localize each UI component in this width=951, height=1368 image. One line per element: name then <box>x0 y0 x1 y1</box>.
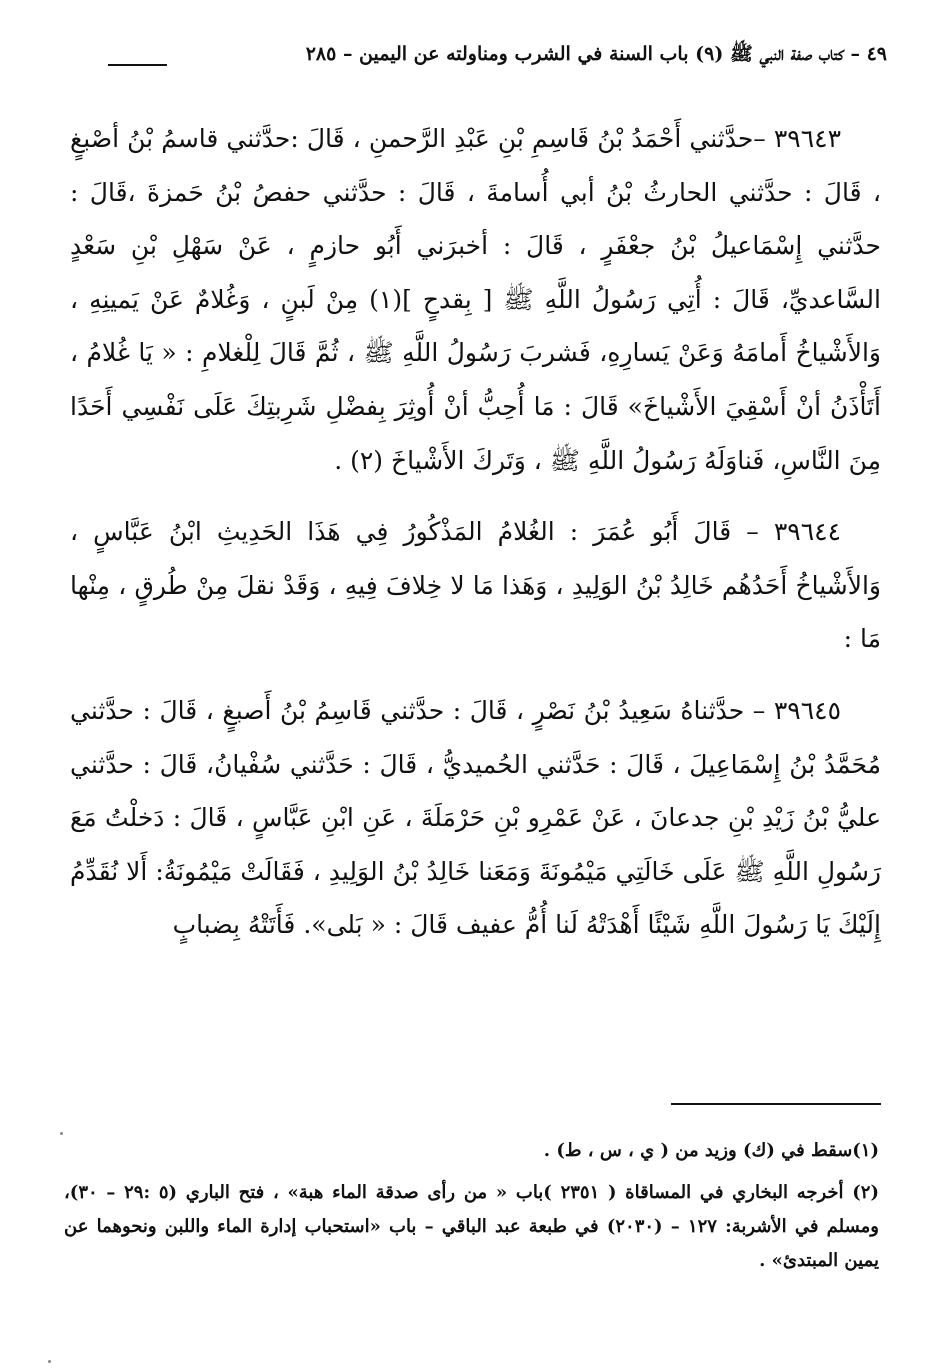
scan-speck <box>60 1132 63 1135</box>
hadith-paragraph-39645: ٣٩٦٤٥ – حدَّثناهُ سَعِيدُ بْنُ نَصْرٍ ، قَالَ : حدَّثني قَاسِمُ بْنُ أَصبغٍ ، قَالَ : حدَّثني مُحَمَّدُ بْنُ إِسْمَاعِيلَ ، قَالَ : حَدَّثني الحُميديُّ ، قَالَ : حَدَّثني سُفْيانُ، قَالَ : حدَّثني عليُّ بْنُ زَيْدِ بْنِ جدعانَ ، عَنْ عَمْرِو بْنِ حَرْمَلَةَ ، عَنِ ابْنِ عَبَّاسٍ ، قَالَ : دَخلْتُ مَعَ رَسُولِ اللَّهِ ﷺ عَلَى خَالَتِي مَيْمُونَةَ وَمَعَنا خَالِدُ بْنُ الوَلِيدِ ، فَقَالَتْ مَيْمُونَةُ: أَلا نُقَدِّمُ إِلَيْكَ يَا رَسُولَ اللَّهِ شَيْئًا أَهْدَتْهُ لَنا أُمُّ عفيف قَالَ : « بَلى». فَأَتَتْهُ بِضبابٍ <box>70 695 881 940</box>
footnotes <box>64 1134 879 1286</box>
footnote-2: (٢) أخرجه البخاري في المساقاة ( ٢٣٥١ )باب « من رأى صدقة الماء هبة» ، فتح الباري (٥ :٢٩ – ٣٠)، ومسلم في الأشربة: ١٢٧ – (٢٠٣٠) في طبعة عبد الباقي – باب «استحباب إدارة الماء واللبن ونحوهما عن يمين المبتدئ» . <box>64 1182 879 1271</box>
hadith-paragraph-39643: ٣٩٦٤٣ –حدَّثني أَحْمَدُ بْنُ قَاسِمِ بْنِ عَبْدِ الرَّحمنِ ، قَالَ :حدَّثني قاسمُ بْنُ أصْبغٍ ، قَالَ : حدَّثني الحارثُ بْنُ أبي أُسامةَ ، قَالَ : حدَّثني حفصُ بْنُ حَمزةَ ،قَالَ : حدَّثني إِسْمَاعيلُ بْنُ جعْفَرٍ ، قَالَ : أخبرَني أَبُو حازمٍ ، عَنْ سَهْلِ بْنِ سَعْدٍ السَّاعديِّ، قَالَ : أُتِي رَسُولُ اللَّهِ ﷺ [ بِقدحٍ ](١) مِنْ لَبنٍ ، وَغُلامٌ عَنْ يَمينِهِ ، وَالأَشْياخُ أَمامَهُ وَعَنْ يَسارِهِ، فَشربَ رَسُولُ اللَّهِ ﷺ ، ثُمَّ قَالَ لِلْغلامِ : « يَا غُلامُ ، أَتَأْذَنُ أنْ أَسْقِيَ الأَشْياخَ» قَالَ : مَا أُحِبُّ أنْ أُوثِرَ بِفضْلِ شَرِبتِكَ عَلَى نَفْسِي أَحَدًا مِنَ النَّاسِ، فَناوَلَهُ رَسُولُ اللَّهِ ﷺ ، وَتَركَ الأَشْياخَ (٢) . <box>70 124 881 475</box>
main-text <box>70 112 881 970</box>
header-title: ٤٩ – كتاب صفة النبي ﷺ (٩) باب السنة في الشرب ومناولته عن اليمين – ٢٨٥ <box>305 43 887 65</box>
footnote-1: (١)سقط في (ك) وزيد من ( ي ، س ، ط) . <box>543 1140 879 1161</box>
running-header <box>108 38 887 78</box>
commentary-paragraph-39644: ٣٩٦٤٤ – قَالَ أَبُو عُمَرَ : الغُلامُ المَذْكُورُ فِي هَذَا الحَدِيثِ ابْنُ عَبَّاسٍ ، وَالأَشْياخُ أَحَدُهُم خَالِدُ بْنُ الوَلِيدِ ، وَهَذا مَا لا خِلافَ فِيهِ ، وَقَدْ نقلَ مِنْ طُرقٍ ، مِنْها مَا : <box>70 517 881 654</box>
scan-speck <box>48 1360 51 1363</box>
footnote-separator <box>671 1103 881 1105</box>
